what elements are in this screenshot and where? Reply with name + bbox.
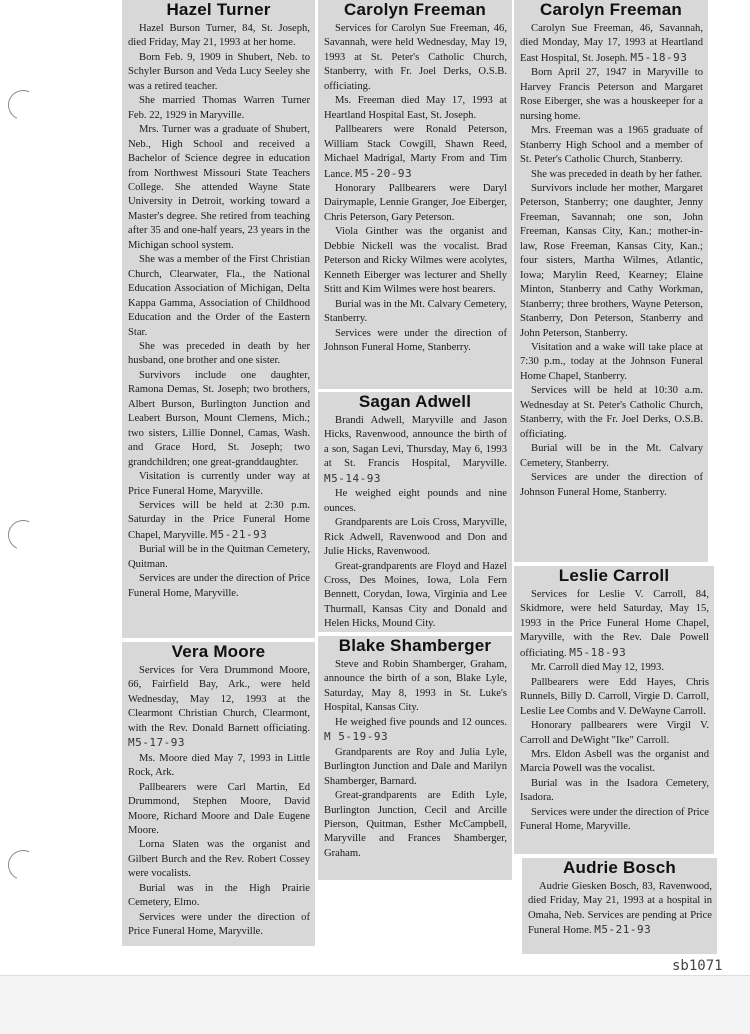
paragraph: Services for Carolyn Sue Freeman, 46, Savannah, were held Wednesday, May 19, 1993 at St. Peter's Catholic Church, Stanberry, with Fr. Joel Derks, O.S.B. officiating. [324,23,507,92]
obituary-leslie-carroll [514,566,714,854]
clip-title: Blake Shamberger [338,636,492,655]
handwritten-date-note: M5-14-93 [324,471,381,485]
obituary-hazel-turner [122,0,315,638]
paragraph: Ms. Moore died May 7, 1993 in Little Rock, Ark. [128,752,310,779]
obituary-audrie-bosch [522,858,717,954]
paragraph: Mrs. Eldon Asbell was the organist and Marcia Powell was the vocalist. [520,748,709,775]
paragraph: Mrs. Freeman was a 1965 graduate of Stanberry High School and a member of St. Peter's Catholic Church, Stanberry. [520,125,703,166]
paragraph: Mr. Carroll died May 12, 1993. [531,662,664,674]
handwritten-date-note: M5-18-93 [569,645,627,659]
paragraph-text: Audrie Giesken Bosch, 83, Ravenwood, died Friday, May 21, 1993 at a hospital in Omaha, Neb. Services are pending at Price Funeral Home. [528,881,712,937]
binder-hole-icon [4,516,42,554]
paragraph: Born April 27, 1947 in Maryville to Harvey Francis Peterson and Margaret Rose Eiberger, she was a houskeeper for a nursing home. [520,67,703,122]
binder-hole-icon [4,86,42,124]
paragraph-text: Services for Vera Drummond Moore, 66, Fairfield Bay, Ark., were held Wednesday, May 12, 1993 at the Clearmont Christian Church, Clearmont, with the Rev. Donald Barnett officiating. [128,665,310,734]
paragraph: Survivors include one daughter, Ramona Demas, St. Joseph; two brothers, Albert Burson, Burlington Junction and Leabert Burson, Mount Clemens, Mich.; two sisters, Lillie Donnel, Camas, Wash. and Grace Hord, St. Joseph; two grandchildren; one great-granddaughter. [128,369,310,468]
paragraph: Steve and Robin Shamberger, Graham, announce the birth of a son, Blake Lyle, Saturday, May 8, 1993 in St. Luke's Hospital, Kansas City. [324,659,507,714]
paragraph: Pallbearers were Carl Martin, Ed Drummond, Stephen Moore, David Moore, Richard Moore and Dale Eugene Moore. [128,781,310,836]
paragraph-text: Pallbearers were Ronald Peterson, William Stack Cowgill, Shawn Reed, Michael Madrigal, Marty From and Tim Lance. [324,124,507,180]
paragraph: Burial was in the Isadora Cemetery, Isadora. [520,777,709,804]
paragraph [324,716,507,746]
obituary-carolyn-freeman-death [514,0,708,562]
clip-title: Carolyn Freeman [540,0,682,19]
handwritten-date-note: M5-18-93 [630,50,688,64]
paragraph-text: Carolyn Sue Freeman, 46, Savannah, died Monday, May 17, 1993 at Heartland East Hospital, St. Joseph. [520,23,703,64]
handwritten-date-note: M5-20-93 [355,166,413,180]
paragraph: Services will be held at 10:30 a.m. Wednesday at St. Peter's Catholic Church, Stanberry, with the Fr. Joel Derks, O.S.B. officiating. [520,385,703,440]
handwritten-date-note: M5-17-93 [128,736,185,750]
paragraph-text: Services will be held at 2:30 p.m. Saturday in the Price Funeral Home Chapel, Maryville. [128,499,310,541]
paragraph: Survivors include her mother, Margaret Peterson, Stanberry; one daughter, Jenny Freeman, Savannah; one son, John Freeman, Kansas City, Kan.; mother-in-law, Rose Freeman, Kansas City, Kan.; four sisters, Martha Wilmes, Atlantic, Iowa; Marylin Reed, Kearney; Elaine Minton, Stanberry and Cathy Workman, Stanberry; three brothers, Wayne Peterson, Stanberry, Don Peterson, Stanberry and John Peterson, Stanberry. [520,182,703,339]
page-number: sb1071 [672,958,723,974]
paragraph: Services are under the direction of Price Funeral Home, Maryville. [128,573,310,599]
paragraph-text: He weighed five pounds and 12 ounces. [335,716,507,728]
paragraph [528,880,712,939]
binder-hole-icon [4,846,42,884]
paragraph: Burial will be in the Quitman Cemetery, Quitman. [128,544,310,570]
paragraph: Services are under the direction of Johnson Funeral Home, Stanberry. [520,472,703,498]
paragraph: Services were under the direction of Johnson Funeral Home, Stanberry. [324,327,507,353]
paragraph: Honorary pallbearers were Virgil V. Carroll and DeWight "Ike" Carroll. [520,720,709,746]
paragraph: Mrs. Turner was a graduate of Shubert, Neb., High School and received a Bachelor of Science degree in education from Northwest Missouri State Teachers College. She attended Wayne State University in Detroit, working toward a Master's degree. She retired from teaching after 35 and one-half years, 23 years in the Michigan school system. [128,124,310,251]
clip-title: Leslie Carroll [558,566,670,585]
paragraph [324,414,507,487]
paragraph: Great-grandparents are Floyd and Hazel Cross, Des Moines, Iowa, Lola Fern Bennett, Corydan, Iowa, Virginia and Lee Thurmall, Kansas City and Donald and Helen Hicks, Mound City. [324,560,507,630]
paragraph: Hazel Burson Turner, 84, St. Joseph, died Friday, May 21, 1993 at her home. [128,23,310,49]
birth-notice-sagan-adwell [318,392,512,632]
paragraph: Lorna Slaten was the organist and Gilbert Burch and the Rev. Robert Cossey were vocalists. [128,839,310,880]
paragraph: Burial will be in the Mt. Calvary Cemetery, Stanberry. [520,443,703,469]
paragraph: Services were under the direction of Price Funeral Home, Maryville. [128,911,310,938]
paragraph: Grandparents are Lois Cross, Maryville, Rick Adwell, Ravenwood and Don and Julie Hicks, Ravenwood. [324,517,507,558]
paragraph: She was a member of the First Christian Church, Clearwater, Fla., the National Education Association of Michigan, Delta Kappa Gamma, Association of Childhood Education and the Order of the Eastern Star. [128,254,310,338]
paragraph [128,664,310,752]
birth-notice-blake-shamberger [318,636,512,880]
obituary-vera-moore [122,642,315,946]
paragraph: She married Thomas Warren Turner Feb. 22, 1929 in Maryville. [128,95,310,121]
handwritten-date-note: M5-21-93 [210,527,268,541]
paragraph: Honorary Pallbearers were Daryl Dairymaple, Lennie Granger, Joe Eiberger, Chris Peterson, Gary Peterson. [324,182,507,223]
clip-title: Audrie Bosch [563,858,676,877]
obituary-carolyn-freeman-services [318,0,512,389]
handwritten-date-note: M5-21-93 [594,923,652,937]
paragraph-text: Services for Leslie V. Carroll, 84, Skidmore, were held Saturday, May 15, 1993 in the Price Funeral Home Chapel, Maryville, with the Rev. Dale Powell officiating. [520,589,709,659]
clip-title: Sagan Adwell [358,392,472,411]
paragraph: Pallbearers were Edd Hayes, Chris Runnels, Billy D. Carroll, Virgie D. Carroll, Leslie Lee Combs and V. DeWayne Carroll. [520,676,709,717]
paragraph: Great-grandparents are Edith Lyle, Burlington Junction, Cecil and Arcille Pierson, Quitman, Esther McCampbell, Maryville and Frances Shamberger, Graham. [324,790,507,859]
paragraph [128,499,310,543]
paragraph: Services were under the direction of Price Funeral Home, Maryville. [520,806,709,833]
paragraph: She was preceded in death by her father. [531,168,703,180]
page-bottom-edge [0,975,750,1034]
paragraph: Burial was in the Mt. Calvary Cemetery, Stanberry. [324,298,507,325]
paragraph [520,588,709,661]
clip-title: Carolyn Freeman [344,0,486,19]
handwritten-date-note: M 5-19-93 [324,730,389,744]
paragraph: He weighed eight pounds and nine ounces. [324,488,507,514]
clip-title: Vera Moore [171,642,266,661]
paragraph: She was preceded in death by her husband, one brother and one sister. [128,340,310,367]
paragraph: Born Feb. 9, 1909 in Shubert, Neb. to Schyler Burson and Veda Lucy Seeley she was a retired teacher. [128,51,310,92]
paragraph [324,123,507,182]
paragraph: Burial was in the High Prairie Cemetery, Elmo. [128,882,310,909]
paragraph: Viola Ginther was the organist and Debbie Nickell was the vocalist. Brad Peterson and Ricky Wilmes were acolytes, Kenneth Eiberger was lecturer and Shelly Stitt and Kim Wilmes were host bearers. [324,226,507,296]
paragraph: Visitation and a wake will take place at 7:30 p.m., today at the Johnson Funeral Home Chapel, Stanberry. [520,341,703,382]
paragraph: Ms. Freeman died May 17, 1993 at Heartland Hospital East, St. Joseph. [324,95,507,121]
paragraph: Grandparents are Roy and Julia Lyle, Burlington Junction and Dale and Marilyn Shamberger, Barnard. [324,746,507,787]
paragraph-text: Brandi Adwell, Maryville and Jason Hicks, Ravenwood, announce the birth of a son, Sagan Levi, Thursday, May 6, 1993 at St. Francis Hospital, Maryville. [324,415,507,470]
paragraph [520,22,703,66]
paragraph: Visitation is currently under way at Price Funeral Home, Maryville. [128,471,310,497]
clip-title: Hazel Turner [166,0,271,19]
